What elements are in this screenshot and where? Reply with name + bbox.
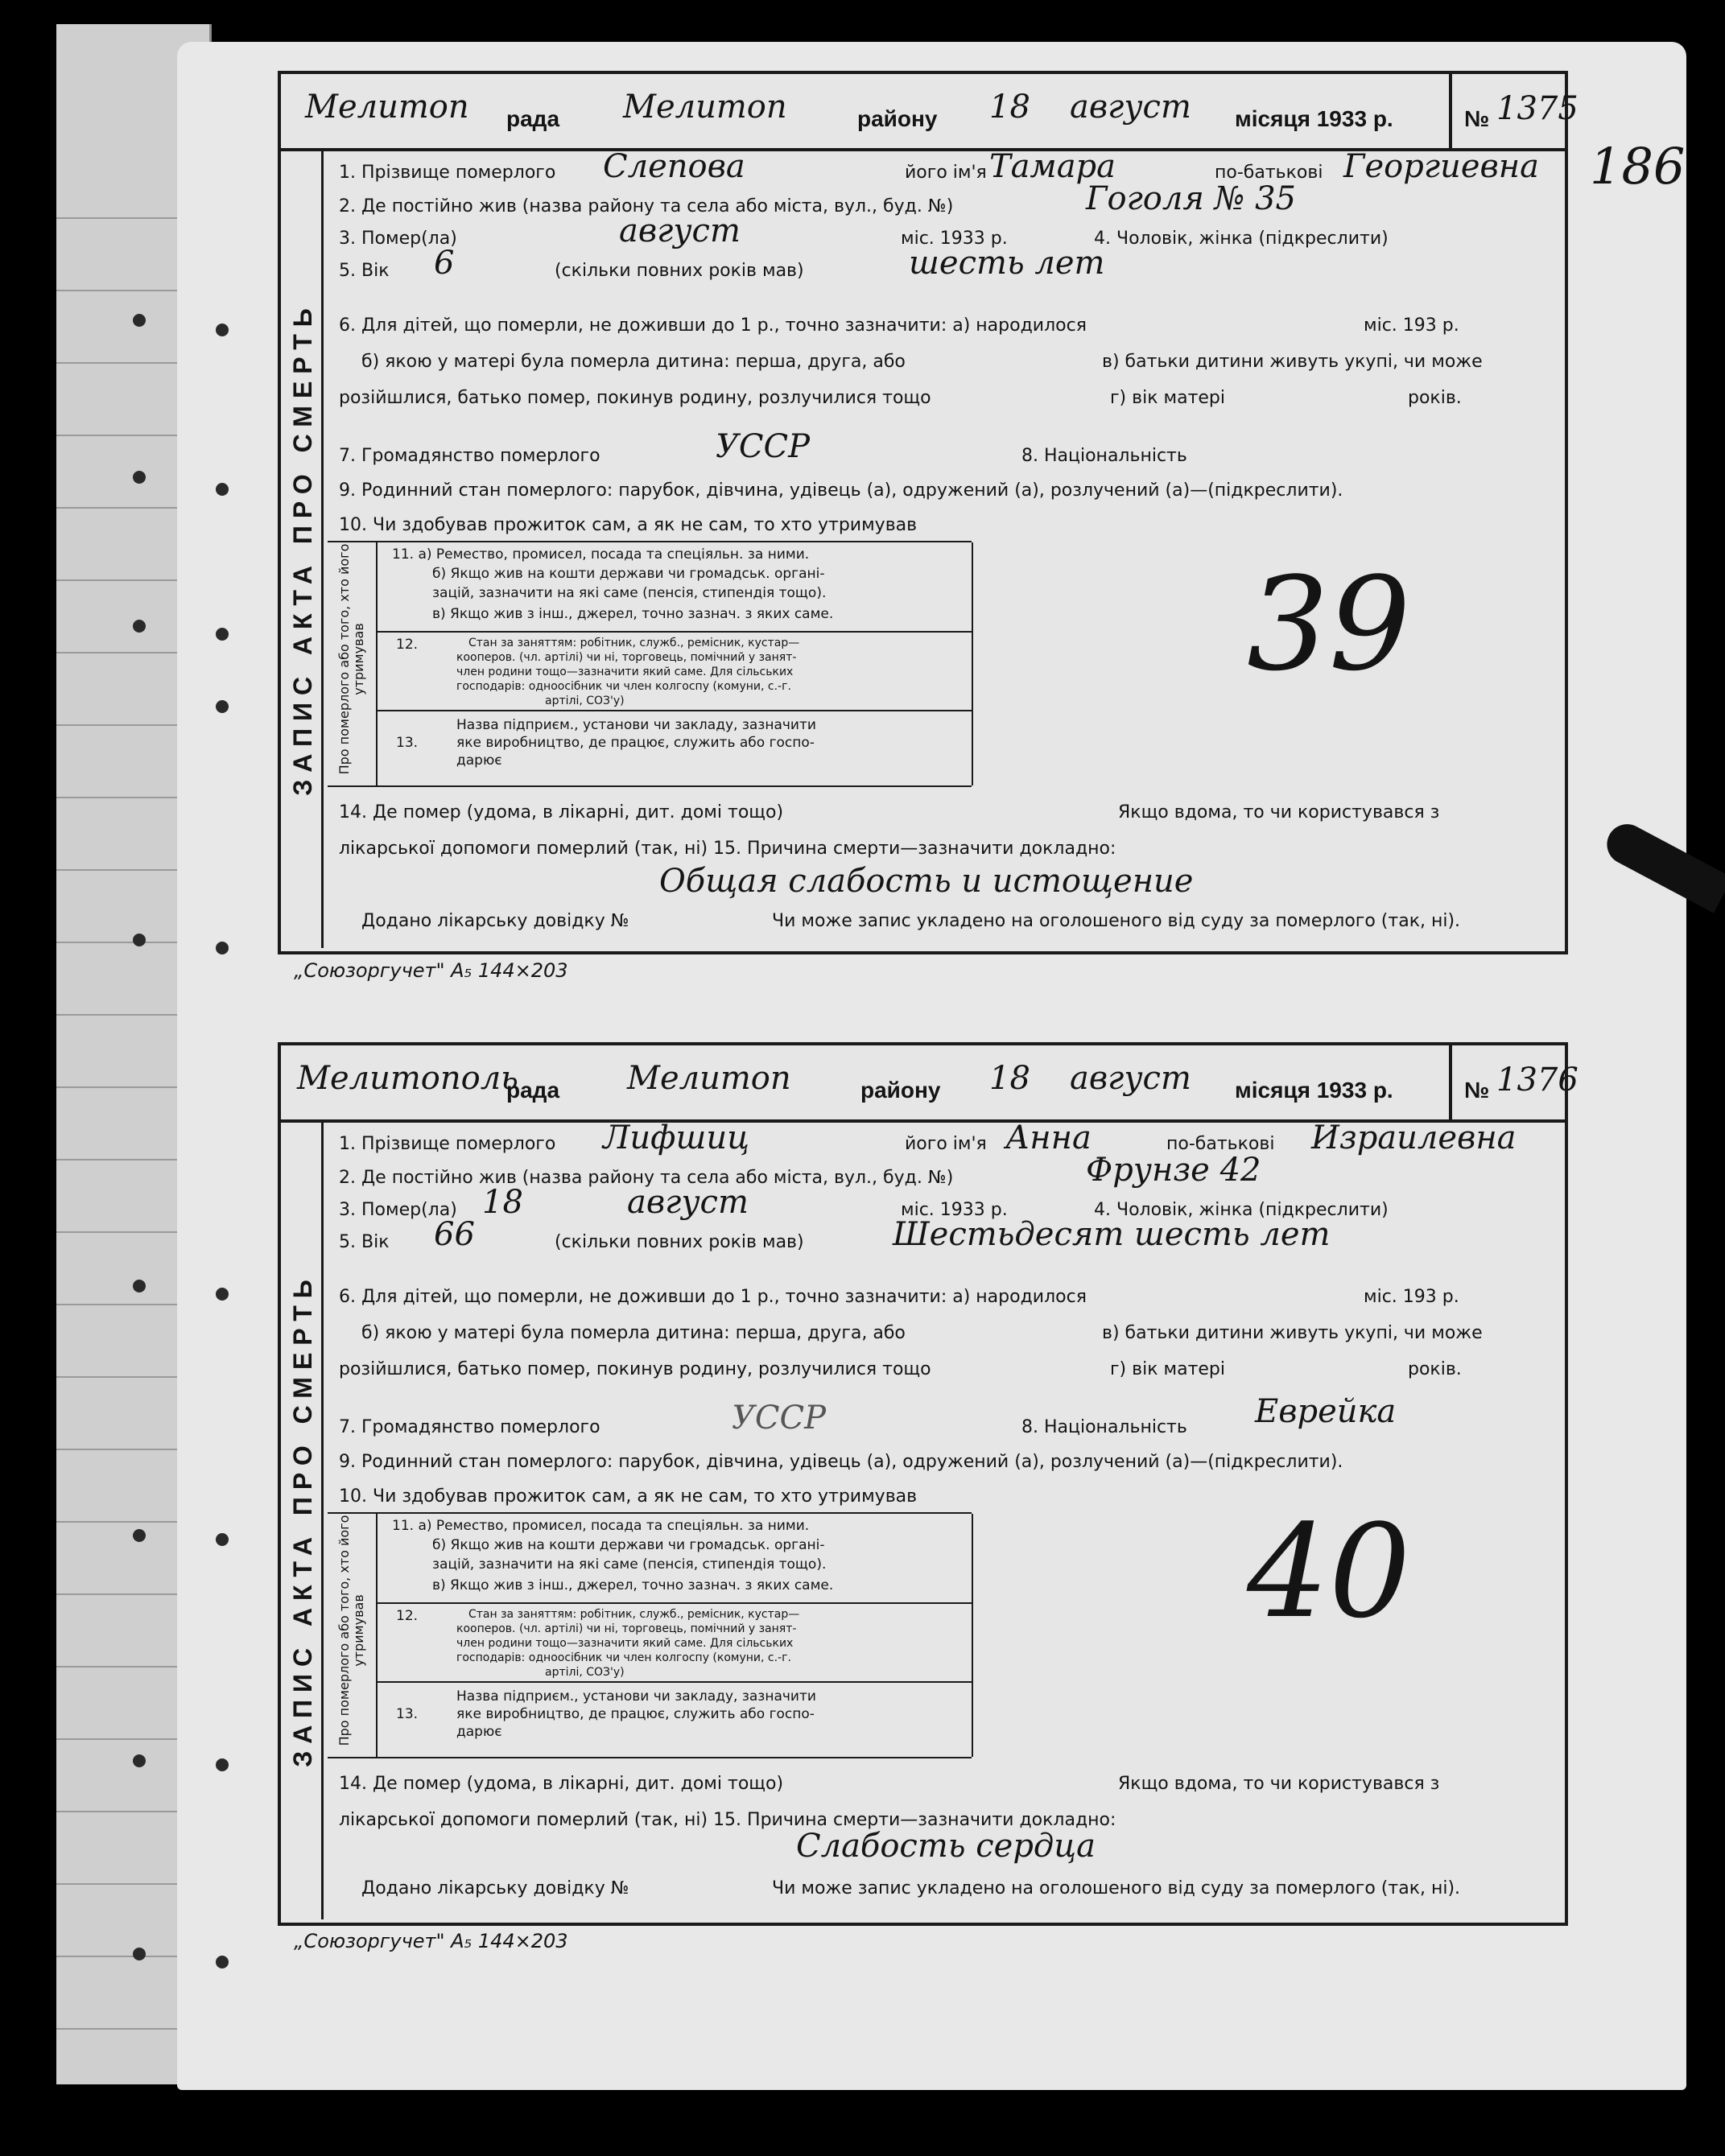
rayonu-label: району <box>860 1078 941 1103</box>
field-5-label: 5. Вік <box>339 1232 390 1252</box>
punch-hole <box>133 1754 146 1767</box>
field-6b: б) якою у матері була померла дитина: перша, друга, або <box>361 352 906 372</box>
hw-place: Мелитоп <box>305 89 469 126</box>
field-3-label: 3. Помер(ла) <box>339 229 457 249</box>
hw-death-day: 18 <box>482 1184 523 1221</box>
field-15-label: лікарської допомоги померлий (так, ні) 15. Причина смерти—зазначити докладно: <box>339 839 1116 859</box>
field-6g: г) вік матері <box>1110 1359 1225 1379</box>
no-label: № <box>1464 1078 1490 1103</box>
misyatsia-label: місяця 1933 р. <box>1235 1078 1393 1103</box>
divider <box>321 148 324 948</box>
rada-label: рада <box>506 1078 560 1103</box>
field-16-b: Чи може запис укладено на оголошеного від суду за померлого (так, ні). <box>772 1878 1461 1898</box>
field-6a-tail: міс. 193 р. <box>1364 315 1459 336</box>
row-11-a: 11. а) Ремество, промисел, посада та спеціяльн. за ними. <box>392 1518 810 1534</box>
hw-age: 66 <box>434 1216 475 1253</box>
margin-annotation: 186 <box>1590 137 1686 196</box>
death-record-form-1 <box>278 71 1578 954</box>
field-8-label: 8. Національність <box>1021 1417 1187 1437</box>
hw-address: Фрунзе 42 <box>1086 1152 1261 1189</box>
hw-address: Гоголя № 35 <box>1086 180 1296 217</box>
hw-surname: Слепова <box>603 148 745 185</box>
hw-death-month: август <box>619 212 741 249</box>
field-6a-tail: міс. 193 р. <box>1364 1287 1459 1307</box>
hw-cause-of-death: Общая слабость и истощение <box>659 863 1194 900</box>
side-title: ЗАПИС АКТА ПРО СМЕРТЬ <box>287 300 317 796</box>
field-16-a: Додано лікарську довідку № <box>361 1878 629 1898</box>
hw-record-number: 1376 <box>1496 1062 1578 1099</box>
row-11-v: в) Якщо жив з інш., джерел, точно зазнач. з яких саме. <box>432 1577 834 1593</box>
row-12-line-4: господарів: одноосібник чи член колгоспу (комуни, с.-г. <box>456 1651 791 1664</box>
field-6b: б) якою у матері була померла дитина: перша, друга, або <box>361 1323 906 1343</box>
row-12-line-3: член родини тощо—зазначити який саме. Для сільських <box>456 1637 794 1650</box>
row-11-v: в) Якщо жив з інш., джерел, точно зазнач. з яких саме. <box>432 606 834 622</box>
punch-hole <box>216 700 229 713</box>
field-4-label: 4. Чоловік, жінка (підкреслити) <box>1094 1200 1389 1220</box>
field-3-tail: міс. 1933 р. <box>901 229 1008 249</box>
printer-mark: „Союзоргучет" А₅ 144×203 <box>294 1930 568 1952</box>
field-6g: г) вік матері <box>1110 388 1225 408</box>
hw-rayon: Мелитоп <box>627 1060 791 1097</box>
punch-hole <box>133 620 146 633</box>
row-12-line-4: господарів: одноосібник чи член колгоспу (комуни, с.-г. <box>456 680 791 693</box>
hw-month: август <box>1070 89 1191 126</box>
punch-hole <box>216 324 229 336</box>
field-6a: 6. Для дітей, що померли, не доживши до 1 р., точно зазначити: а) народилося <box>339 1287 1087 1307</box>
field-7-label: 7. Громадянство померлого <box>339 446 600 466</box>
field-14-b: Якщо вдома, то чи користувався з <box>1118 1774 1440 1794</box>
field-15-label: лікарської допомоги померлий (так, ні) 15. Причина смерти—зазначити докладно: <box>339 1810 1116 1830</box>
field-1-label: 1. Прізвище померлого <box>339 1134 556 1154</box>
punch-hole <box>133 1529 146 1542</box>
field-6a: 6. Для дітей, що померли, не доживши до 1 р., точно зазначити: а) народилося <box>339 315 1087 336</box>
row-13-line-3: дарює <box>456 1724 502 1740</box>
punch-hole <box>133 1948 146 1960</box>
field-3-label: 3. Помер(ла) <box>339 1200 457 1220</box>
hw-day: 18 <box>989 89 1030 126</box>
row-13-line-3: дарює <box>456 752 502 769</box>
row-11-b: б) Якщо жив на кошти держави чи громадськ. органі- <box>432 1537 825 1553</box>
field-6-rokiv: років. <box>1408 1359 1462 1379</box>
field-16-b: Чи може запис укладено на оголошеного від суду за померлого (так, ні). <box>772 911 1461 931</box>
field-10: 10. Чи здобував прожиток сам, а як не сам, то хто утримував <box>339 515 918 535</box>
field-6-rokiv: років. <box>1408 388 1462 408</box>
field-14-b: Якщо вдома, то чи користувався з <box>1118 802 1440 822</box>
hw-place: Мелитополь <box>297 1060 518 1097</box>
hw-surname: Лифшиц <box>603 1119 750 1156</box>
rada-label: рада <box>506 106 560 131</box>
hw-nationality: Еврейка <box>1255 1393 1397 1430</box>
hw-cause-of-death: Слабость сердца <box>796 1828 1096 1865</box>
field-9: 9. Родинний стан померлого: парубок, дівчина, удівець (а), одружений (а), розлучений (а)—(підкреслити). <box>339 1452 1343 1472</box>
row-13-no: 13. <box>396 1706 419 1722</box>
row-11-b2: зацій, зазначити на які саме (пенсія, стипендія тощо). <box>432 1556 827 1573</box>
row-12-no: 12. <box>396 637 419 653</box>
row-13-line-2: яке виробництво, де працює, служить або госпо- <box>456 1706 815 1722</box>
field-5-label: 5. Вік <box>339 261 390 281</box>
row-11-a: 11. а) Ремество, промисел, посада та спеціяльн. за ними. <box>392 546 810 563</box>
field-10: 10. Чи здобував прожиток сам, а як не сам, то хто утримував <box>339 1486 918 1507</box>
punch-hole <box>216 1758 229 1771</box>
punch-hole <box>216 1533 229 1546</box>
row-12-line-1: Стан за заняттям: робітник, служб., ремісник, кустар— <box>468 637 800 649</box>
table-side-label: Про померлого або того, хто його утримував <box>336 543 366 775</box>
occupation-table <box>328 1512 972 1758</box>
punch-hole <box>216 942 229 954</box>
punch-hole <box>133 934 146 946</box>
row-12-line-2: кооперов. (чл. артілі) чи ні, торговець, помічний у занят- <box>456 651 797 664</box>
rayonu-label: району <box>857 106 938 131</box>
hw-big-number: 39 <box>1247 549 1411 699</box>
name-label: його ім'я <box>905 1134 987 1154</box>
row-12-line-5: артілі, СОЗ'у) <box>545 1666 625 1679</box>
row-11-b: б) Якщо жив на кошти держави чи громадськ. органі- <box>432 566 825 582</box>
punch-hole <box>216 628 229 641</box>
hw-patronymic: Израилевна <box>1311 1119 1517 1156</box>
hw-day: 18 <box>989 1060 1030 1097</box>
field-16-a: Додано лікарську довідку № <box>361 911 629 931</box>
field-6c: розійшлися, батько помер, покинув родину, розлучилися тощо <box>339 1359 931 1379</box>
field-6v: в) батьки дитини живуть укупі, чи може <box>1102 352 1483 372</box>
punch-hole <box>133 1280 146 1292</box>
field-9: 9. Родинний стан померлого: парубок, дівчина, удівець (а), одружений (а), розлучений (а)—(підкреслити). <box>339 480 1343 501</box>
row-13-line-2: яке виробництво, де працює, служить або госпо- <box>456 735 815 751</box>
printer-mark: „Союзоргучет" А₅ 144×203 <box>294 959 568 982</box>
hw-death-month: август <box>627 1184 749 1221</box>
hw-record-number: 1375 <box>1496 90 1578 127</box>
field-14-a: 14. Де помер (удома, в лікарні, дит. домі тощо) <box>339 802 784 822</box>
field-4-label: 4. Чоловік, жінка (підкреслити) <box>1094 229 1389 249</box>
hw-big-number: 40 <box>1247 1496 1411 1647</box>
punch-hole <box>216 1288 229 1301</box>
misyatsia-label: місяця 1933 р. <box>1235 106 1393 131</box>
hw-age-words: шесть лет <box>909 245 1105 282</box>
divider <box>321 1119 324 1919</box>
hw-patronymic: Георгиевна <box>1343 148 1539 185</box>
field-5-paren: (скільки повних років мав) <box>555 1232 804 1252</box>
field-8-label: 8. Національність <box>1021 446 1187 466</box>
row-13-line-1: Назва підприєм., установи чи закладу, зазначити <box>456 717 816 733</box>
hw-age: 6 <box>434 245 455 282</box>
death-record-form-2 <box>278 1042 1578 1926</box>
row-12-line-2: кооперов. (чл. артілі) чи ні, торговець, помічний у занят- <box>456 1622 797 1635</box>
field-7-label: 7. Громадянство померлого <box>339 1417 600 1437</box>
field-5-paren: (скільки повних років мав) <box>555 261 804 281</box>
name-label: його ім'я <box>905 163 987 183</box>
row-11-b2: зацій, зазначити на які саме (пенсія, стипендія тощо). <box>432 585 827 601</box>
hw-name: Анна <box>1005 1119 1092 1156</box>
side-title: ЗАПИС АКТА ПРО СМЕРТЬ <box>287 1272 317 1767</box>
no-label: № <box>1464 106 1490 131</box>
hw-age-words: Шестьдесят шесть лет <box>893 1216 1331 1253</box>
field-3-tail: міс. 1933 р. <box>901 1200 1008 1220</box>
field-14-a: 14. Де помер (удома, в лікарні, дит. домі тощо) <box>339 1774 784 1794</box>
field-6v: в) батьки дитини живуть укупі, чи може <box>1102 1323 1483 1343</box>
hw-rayon: Мелитоп <box>623 89 787 126</box>
field-6c: розійшлися, батько помер, покинув родину, розлучилися тощо <box>339 388 931 408</box>
hw-citizenship: УССР <box>732 1400 827 1437</box>
row-13-line-1: Назва підприєм., установи чи закладу, зазначити <box>456 1688 816 1705</box>
row-13-no: 13. <box>396 735 419 751</box>
field-2-label: 2. Де постійно жив (назва району та села або міста, вул., буд. №) <box>339 1168 954 1188</box>
table-side-label: Про померлого або того, хто його утримував <box>336 1515 366 1746</box>
hw-month: август <box>1070 1060 1191 1097</box>
row-12-line-1: Стан за заняттям: робітник, служб., ремісник, кустар— <box>468 1608 800 1621</box>
punch-hole <box>216 483 229 496</box>
field-2-label: 2. Де постійно жив (назва району та села або міста, вул., буд. №) <box>339 196 954 216</box>
punch-hole <box>133 471 146 484</box>
patronymic-label: по-батькові <box>1215 163 1323 183</box>
field-1-label: 1. Прізвище померлого <box>339 163 556 183</box>
punch-hole <box>133 314 146 327</box>
row-12-line-3: член родини тощо—зазначити який саме. Для сільських <box>456 666 794 678</box>
hw-citizenship: УССР <box>716 428 811 465</box>
row-12-no: 12. <box>396 1608 419 1624</box>
punch-hole <box>216 1956 229 1968</box>
patronymic-label: по-батькові <box>1166 1134 1275 1154</box>
occupation-table <box>328 541 972 787</box>
hw-name: Тамара <box>989 148 1116 185</box>
row-12-line-5: артілі, СОЗ'у) <box>545 695 625 707</box>
